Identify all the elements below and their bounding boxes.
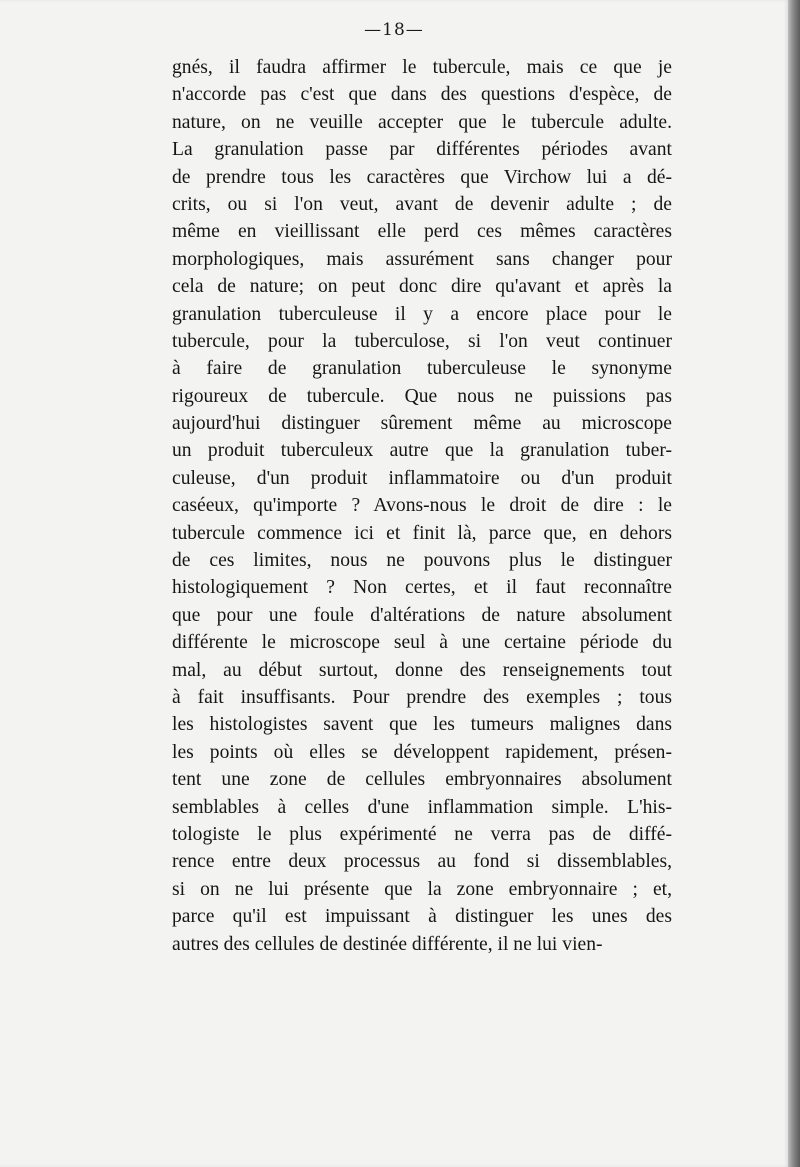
text-line: morphologiques, mais assurément sans changer pour <box>172 248 672 270</box>
text-line: de ces limites, nous ne pouvons plus le distinguer <box>172 550 672 572</box>
text-line: crits, ou si l'on veut, avant de devenir adulte ; de <box>172 193 672 215</box>
text-line: de prendre tous les caractères que Virchow lui a dé- <box>172 166 672 188</box>
text-line: gnés, il faudra affirmer le tubercule, mais ce que je <box>172 57 672 78</box>
text-line: histologiquement ? Non certes, et il faut reconnaître <box>172 577 672 599</box>
text-line: semblables à celles d'une inflammation simple. L'his- <box>172 796 672 818</box>
text-line: tent une zone de cellules embryonnaires absolument <box>172 769 672 791</box>
text-line: à fait insuffisants. Pour prendre des exemples ; tous <box>172 686 672 708</box>
text-line: La granulation passe par différentes périodes avant <box>172 139 672 161</box>
text-line: que pour une foule d'altérations de nature absolument <box>172 604 672 626</box>
text-line: granulation tuberculeuse il y a encore place pour le <box>172 303 672 325</box>
text-line: tologiste le plus expérimenté ne verra pas de diffé- <box>172 823 672 845</box>
text-line: tubercule, pour la tuberculose, si l'on veut continuer <box>172 330 672 352</box>
text-line: les points où elles se développent rapidement, présen- <box>172 741 672 763</box>
text-line: nature, on ne veuille accepter que le tubercule adulte. <box>172 111 672 133</box>
text-line: différente le microscope seul à une certaine période du <box>172 632 672 654</box>
text-line: un produit tuberculeux autre que la granulation tuber- <box>172 440 672 462</box>
text-line: cela de nature; on peut donc dire qu'avant et après la <box>172 276 672 298</box>
text-line: aujourd'hui distinguer sûrement même au microscope <box>172 413 672 435</box>
text-line: n'accorde pas c'est que dans des questions d'espèce, de <box>172 84 672 106</box>
text-line: parce qu'il est impuissant à distinguer les unes des <box>172 906 672 928</box>
text-line: à faire de granulation tuberculeuse le synonyme <box>172 358 672 380</box>
text-line: mal, au début surtout, donne des renseignements tout <box>172 659 672 681</box>
text-line: les histologistes savent que les tumeurs malignes dans <box>172 714 672 736</box>
page-body-text <box>172 54 672 958</box>
text-line: même en vieillissant elle perd ces mêmes caractères <box>172 221 672 243</box>
text-line: tubercule commence ici et finit là, parce que, en dehors <box>172 522 672 544</box>
text-line: rence entre deux processus au fond si dissemblables, <box>172 851 672 873</box>
text-line: culeuse, d'un produit inflammatoire ou d'un produit <box>172 467 672 489</box>
text-line: caséeux, qu'importe ? Avons-nous le droit de dire : le <box>172 495 672 517</box>
page-number: —18— <box>364 20 424 40</box>
page-edge-shadow <box>788 0 800 1167</box>
text-line: si on ne lui présente que la zone embryonnaire ; et, <box>172 878 672 900</box>
text-line: rigoureux de tubercule. Que nous ne puissions pas <box>172 385 672 407</box>
text-line: autres des cellules de destinée différente, il ne lui vien- <box>172 933 603 955</box>
